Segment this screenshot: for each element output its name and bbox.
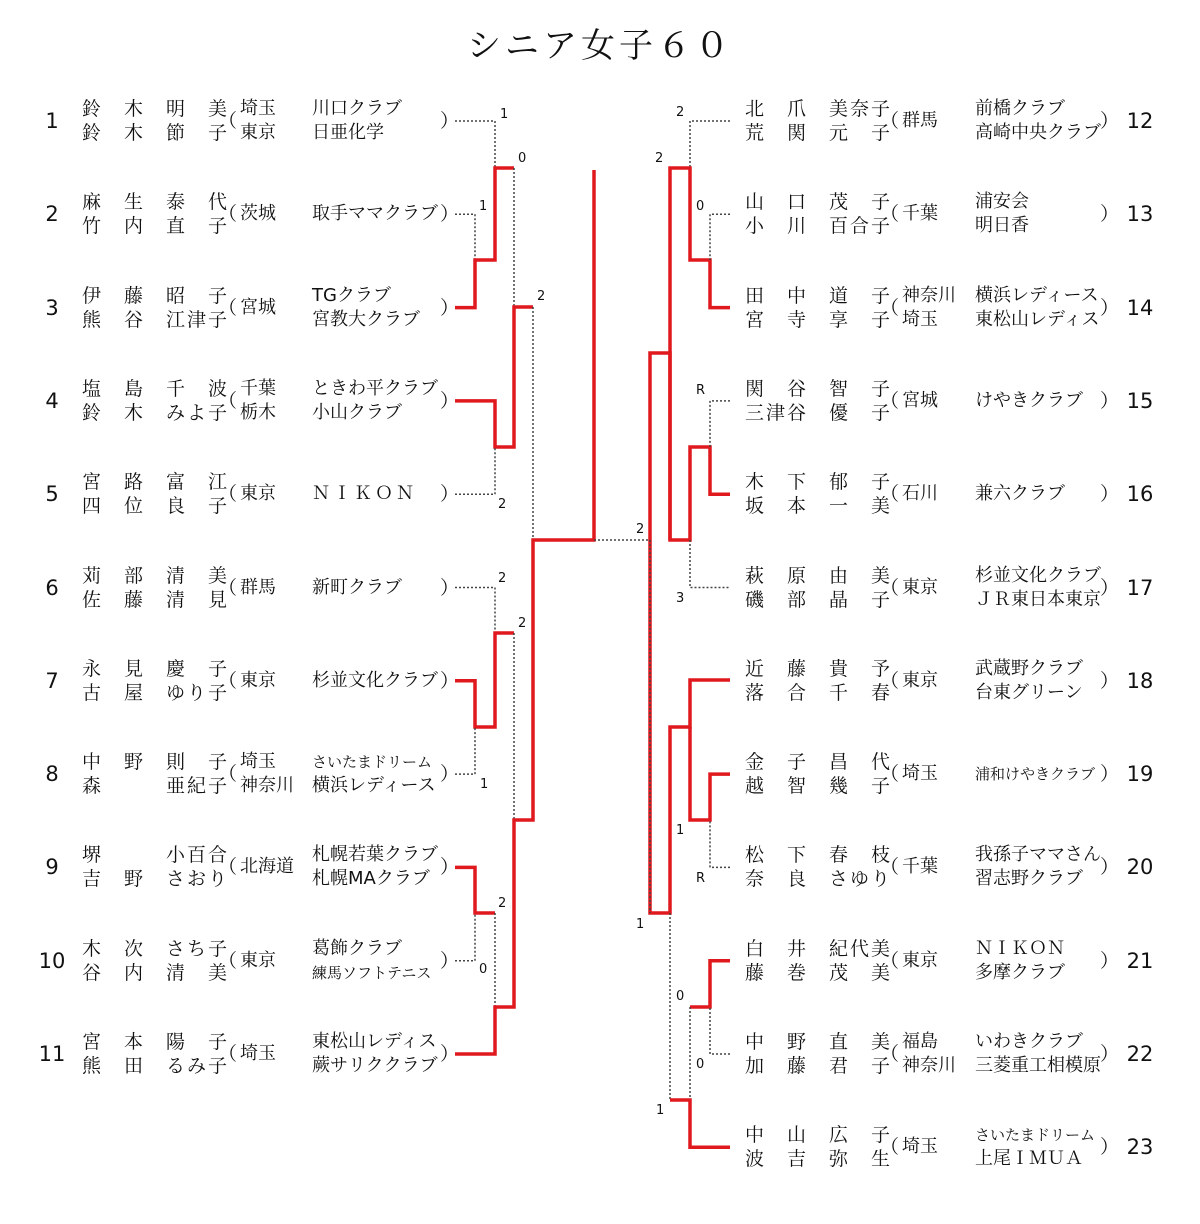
player-name: 萩 原 由 美 [745,564,893,587]
prefecture-name: 北海道 [240,856,294,878]
player-name: 苅 部 清 美 [82,564,230,587]
player-name: 宮 寺 享 子 [745,308,893,331]
seed-number: 6 [45,575,59,600]
seed-number: 11 [38,1042,66,1066]
club-name: ＪＲ東日本東京 [975,588,1101,610]
match-score: 1 [636,917,645,932]
match-score: 2 [498,571,507,586]
club-name: 東松山レディス [312,1031,437,1052]
paren-open: （ [218,576,238,599]
player-name: 小 川 百合子 [745,215,893,238]
player-name: 波 吉 弥 生 [745,1148,893,1171]
paren-open: （ [218,1043,238,1065]
bracket-line [710,1007,730,1054]
prefecture-name: 福島 [902,1031,938,1052]
seed-number: 7 [45,668,59,693]
seed-number: 5 [45,482,59,507]
paren-open: （ [880,1136,900,1159]
paren-open: （ [880,296,900,319]
player-name: 近 藤 貴 予 [745,657,893,680]
prefecture-name: 埼玉 [240,98,276,119]
bracket-line-winner [455,168,514,308]
player-name: 落 合 千 春 [745,681,893,704]
player-name: 谷 内 清 美 [82,961,230,984]
prefecture-name: 神奈川 [902,1055,956,1076]
player-name: 山 口 茂 子 [745,191,893,214]
player-name: 佐 藤 清 見 [82,588,230,611]
match-score: 2 [636,522,645,537]
club-name: 札幌MAクラブ [312,868,430,890]
club-name: 札幌若葉クラブ [312,844,438,866]
prefecture-name: 東京 [902,576,938,598]
player-name: 熊 田 るみ子 [82,1055,230,1077]
match-score: 1 [480,777,489,792]
club-name: 我孫子ママさん [975,844,1101,866]
prefecture-name: 東京 [902,669,938,691]
player-name: 中 山 広 子 [745,1124,893,1147]
club-name: 日亜化学 [312,122,384,143]
club-name: ＮＩＫＯＮ [975,937,1065,959]
page-title: シニア女子６０ [467,26,733,66]
match-score: 2 [537,289,546,304]
player-name: 永 見 慶 子 [82,657,230,680]
club-name: 蕨サリククラブ [312,1055,438,1076]
paren-open: （ [880,763,900,786]
club-name: 川口クラブ [312,98,402,119]
prefecture-name: 神奈川 [902,284,956,306]
prefecture-name: 千葉 [902,856,938,878]
bracket-line-winner [670,1100,730,1147]
seed-number: 10 [38,948,66,973]
club-name: 東松山レディス [975,308,1100,330]
club-name: 宮教大クラブ [312,308,420,330]
paren-close: ） [1100,856,1120,879]
bracket-line-winner [690,961,730,1007]
prefecture-name: 神奈川 [240,775,294,797]
player-name: 白 井 紀代美 [745,937,893,960]
club-name: 上尾ＩＭＵＡ [975,1148,1083,1170]
bracket-line-winner [650,353,730,913]
player-name: 麻 生 泰 代 [82,191,230,214]
prefecture-name: 埼玉 [902,763,938,785]
player-name: 奈 良 さゆり [745,868,893,891]
seed-number: 12 [1126,109,1154,133]
club-name: 杉並文化クラブ [312,669,438,691]
player-name: 塩 島 千 波 [82,377,230,400]
club-name: 横浜レディース [975,284,1099,306]
paren-close: ） [440,763,460,786]
prefecture-name: 埼玉 [902,1136,938,1158]
prefecture-name: 茨城 [240,203,276,225]
player-name: 中 野 直 美 [745,1031,893,1053]
player-name: 堺 小百合 [82,844,230,867]
club-name: ＮＩＫＯＮ [312,483,417,505]
prefecture-name: 栃木 [240,401,276,423]
paren-open: （ [880,483,900,506]
match-score: 3 [676,591,685,606]
prefecture-name: 東京 [240,483,276,505]
seed-number: 2 [45,202,59,227]
paren-open: （ [218,203,238,226]
match-score: 0 [676,989,685,1004]
prefecture-name: 東京 [240,122,276,143]
club-name: 新町クラブ [312,576,402,598]
match-score: 2 [655,151,664,166]
club-name: 三菱重工相模原 [975,1055,1101,1076]
paren-close: ） [1100,576,1120,599]
seed-number: 9 [45,855,59,880]
player-name: 北 爪 美奈子 [745,98,893,120]
match-score: 0 [518,151,527,166]
club-name: TGクラブ [312,284,391,306]
bracket-line [455,913,475,961]
club-name: ときわ平クラブ [312,377,438,399]
club-name: 前橋クラブ [975,98,1065,119]
seed-number: 8 [45,762,59,787]
paren-close: ） [440,949,460,972]
seed-number: 18 [1126,668,1154,693]
club-name: 浦安会 [975,191,1029,213]
bracket-line [710,401,730,447]
prefecture-name: 千葉 [902,203,938,225]
bracket-line [455,447,495,494]
prefecture-name: 東京 [902,949,938,971]
player-name: 磯 部 晶 子 [745,588,893,611]
player-name: 越 智 幾 子 [745,775,893,798]
paren-open: （ [880,856,900,879]
paren-open: （ [218,856,238,879]
prefecture-name: 東京 [240,949,276,971]
club-name: 浦和けやきクラブ [975,765,1096,784]
paren-open: （ [218,669,238,692]
club-name: 杉並文化クラブ [975,564,1101,586]
bracket-line [710,214,730,260]
player-name: 宮 本 陽 子 [82,1031,230,1053]
club-name: 葛飾クラブ [312,937,402,959]
match-score: 0 [479,962,488,977]
club-name: 高崎中央クラブ [975,122,1101,143]
seed-number: 23 [1126,1135,1154,1160]
player-name: 森 亜紀子 [82,775,230,798]
player-name: 四 位 良 子 [82,495,230,518]
club-name: 横浜レディース [312,775,436,797]
player-name: 宮 路 富 江 [82,471,230,494]
paren-open: （ [880,949,900,972]
club-name: さいたまドリーム [312,753,433,772]
match-score: 2 [498,497,507,512]
prefecture-name: 埼玉 [902,308,938,330]
paren-close: ） [1100,1043,1120,1065]
seed-number: 13 [1126,202,1154,227]
bracket-line [455,214,475,260]
paren-open: （ [880,389,900,412]
bracket-line [455,588,495,634]
player-name: 藤 巻 茂 美 [745,961,893,984]
bracket-line-winner [455,307,533,447]
paren-open: （ [880,576,900,599]
player-name: 古 屋 ゆり子 [82,681,230,704]
seed-number: 20 [1126,855,1154,880]
paren-close: ） [1100,389,1120,412]
player-name: 竹 内 直 子 [82,215,230,238]
seed-number: 14 [1126,295,1154,320]
player-name: 加 藤 君 子 [745,1055,893,1077]
paren-open: （ [218,483,238,506]
club-name: けやきクラブ [975,389,1083,411]
paren-open: （ [218,110,238,132]
paren-close: ） [440,110,460,132]
player-name: 熊 谷 江津子 [82,308,230,331]
prefecture-name: 埼玉 [240,751,276,773]
bracket-line [455,727,475,774]
club-name: 多摩クラブ [975,961,1065,983]
paren-close: ） [440,389,460,412]
paren-close: ） [440,296,460,319]
paren-open: （ [880,669,900,692]
paren-open: （ [880,110,900,132]
bracket-line-winner [455,633,514,727]
bracket-line-winner [690,727,730,820]
paren-close: ） [440,483,460,506]
bracket-line [690,540,730,588]
club-name: 武蔵野クラブ [975,657,1083,679]
paren-close: ） [1100,110,1120,132]
match-score: 0 [696,199,705,214]
club-name: 取手ママクラブ [312,203,438,225]
paren-open: （ [880,1043,900,1065]
player-name: 木 次 さち子 [82,937,230,960]
seed-number: 22 [1126,1042,1154,1066]
player-name: 金 子 昌 代 [745,751,893,774]
bracket-line-winner [670,168,730,540]
seed-number: 3 [45,295,59,320]
player-name: 木 下 郁 子 [745,471,893,494]
player-name: 吉 野 さおり [82,868,230,891]
paren-close: ） [1100,296,1120,319]
match-score: 2 [676,105,685,120]
prefecture-name: 群馬 [240,576,276,598]
paren-close: ） [440,576,460,599]
seed-number: 15 [1126,388,1154,413]
player-name: 鈴 木 明 美 [82,98,230,120]
match-score: 1 [500,107,509,122]
match-score: 0 [696,1057,705,1072]
prefecture-name: 千葉 [240,377,276,399]
club-name: いわきクラブ [975,1031,1083,1052]
club-name: 明日香 [975,215,1029,237]
player-name: 田 中 道 子 [745,284,893,307]
prefecture-name: 埼玉 [240,1043,276,1064]
club-name: 小山クラブ [312,401,402,423]
player-name: 中 野 則 子 [82,751,230,774]
player-name: 荒 関 元 子 [745,122,893,144]
club-name: 習志野クラブ [975,868,1083,890]
club-name: 練馬ソフトテニス [312,963,432,982]
paren-close: ） [440,1043,460,1065]
player-name: 伊 藤 昭 子 [82,284,230,307]
prefecture-name: 宮城 [902,389,938,411]
player-name: 鈴 木 節 子 [82,122,230,144]
prefecture-name: 群馬 [902,110,938,131]
player-name: 関 谷 智 子 [745,377,893,400]
seed-number: 19 [1126,762,1154,787]
prefecture-name: 石川 [902,483,938,505]
paren-open: （ [880,203,900,226]
paren-close: ） [1100,483,1120,506]
bracket-line-winner [455,867,495,913]
club-name: さいたまドリーム [975,1126,1096,1145]
match-score: 1 [676,823,685,838]
match-score: 1 [656,1103,665,1118]
player-name: 三津谷 優 子 [745,401,893,424]
match-score: R [696,383,706,398]
seed-number: 16 [1126,482,1154,507]
paren-close: ） [1100,669,1120,692]
paren-open: （ [218,296,238,319]
seed-number: 17 [1126,575,1154,600]
paren-close: ） [440,203,460,226]
paren-close: ） [1100,763,1120,786]
paren-close: ） [440,669,460,692]
seed-number: 4 [45,388,59,413]
prefecture-name: 宮城 [240,296,276,318]
paren-close: ） [440,856,460,879]
player-name: 鈴 木 みよ子 [82,401,230,424]
club-name: 兼六クラブ [975,483,1065,505]
paren-close: ） [1100,203,1120,226]
paren-open: （ [218,763,238,786]
bracket-line [710,820,730,867]
paren-close: ） [1100,1136,1120,1159]
paren-close: ） [1100,949,1120,972]
paren-open: （ [218,389,238,412]
player-name: 坂 本 一 美 [745,495,893,518]
match-score: 2 [518,616,527,631]
player-name: 松 下 春 枝 [745,844,893,867]
bracket-line [690,121,730,168]
seed-number: 1 [45,109,59,133]
match-score: 2 [498,896,507,911]
match-score: R [696,871,706,886]
club-name: 台東グリーン [975,681,1083,703]
prefecture-name: 東京 [240,669,276,691]
paren-open: （ [218,949,238,972]
match-score: 1 [479,199,488,214]
seed-number: 21 [1126,948,1154,973]
bracket-line [455,121,495,168]
